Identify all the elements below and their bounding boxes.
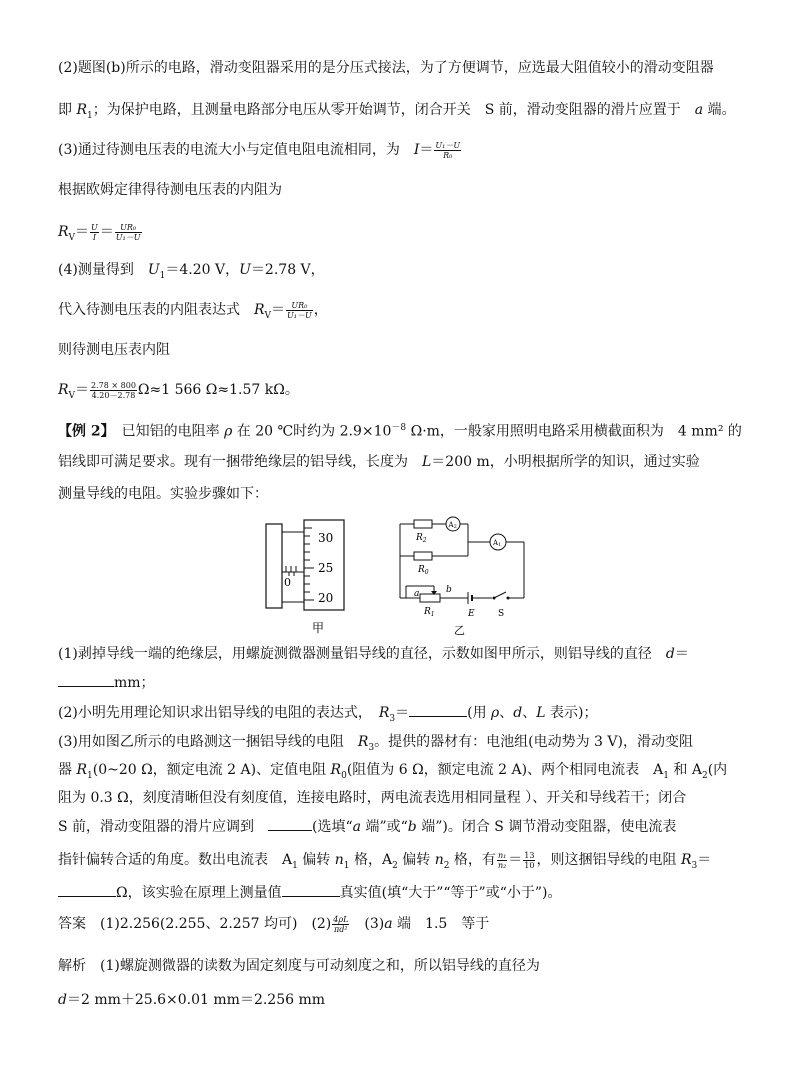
subscript: 2 — [701, 770, 708, 781]
numerator: UR₀ — [286, 301, 313, 311]
solution-line-5 — [58, 222, 143, 248]
answer-line — [58, 914, 489, 934]
symbol: R — [680, 852, 692, 868]
circuit-figure — [394, 512, 530, 636]
figure-caption-yi: 乙 — [454, 624, 465, 636]
text: 格，A — [349, 852, 393, 868]
text: (3)通过待测电压表的电流大小与定值电阻电流相同，为 — [58, 142, 414, 158]
text: 偏转 — [297, 852, 335, 868]
ammeter-a1-label: A1 — [493, 539, 502, 548]
numerator: 13 — [524, 850, 535, 860]
text: Ω·m，一般家用照明电路采用横截面积为 4 mm² 的 — [406, 423, 742, 440]
text: ；为保护电路，且测量电路部分电压从零开始调节，闭合开关 S 前，滑动变阻器的滑片应置于 — [92, 102, 695, 118]
text: (1)螺旋测微器的读数为固定刻度与可动刻度之和，所以铝导线的直径为 — [86, 958, 540, 974]
example-line-2 — [58, 452, 700, 472]
example-tag: 【例 2】 — [58, 423, 108, 440]
symbol: n — [434, 852, 444, 868]
subscript: 1 — [343, 860, 350, 871]
text: 则待测电压表内阻 — [58, 342, 170, 358]
question-3-line-6 — [58, 882, 561, 903]
resistor-r2 — [414, 520, 432, 528]
text: Ω，该实验在原理上测量值 — [116, 885, 282, 901]
text: 已知铝的电阻率 — [107, 423, 225, 440]
subscript: 3 — [691, 860, 698, 871]
text: ＝4.20 V， — [165, 262, 240, 278]
text: (选填“ — [312, 819, 353, 835]
fraction — [434, 141, 461, 160]
fraction — [90, 381, 137, 400]
symbol: a — [352, 819, 362, 835]
subscript: 3 — [389, 713, 396, 724]
numerator: 2.78 × 800 — [91, 380, 136, 390]
superscript: －8 — [391, 423, 407, 433]
denominator: n₂ — [497, 860, 507, 870]
denominator: 10 — [524, 860, 535, 870]
question-1-cont — [58, 672, 155, 693]
terminal-b-label: b — [446, 585, 452, 595]
text: ，则这捆铝导线的电阻 — [536, 852, 681, 868]
symbol: d — [665, 646, 675, 662]
subscript: 1 — [663, 770, 669, 781]
symbol: R — [378, 705, 390, 721]
text: 阻为 0.3 Ω，刻度清晰但没有刻度值，连接电路时，两电流表选用相同量程 ）、开关和导线若干；闭合 — [58, 790, 687, 806]
solution-line-2b — [58, 100, 736, 126]
symbol: a — [694, 102, 704, 118]
text: (阻值为 6 Ω，额定电流 2 A)、两个相同电流表 A — [346, 762, 664, 778]
symbol: R — [357, 734, 369, 750]
question-3-line-3 — [58, 788, 686, 808]
fraction — [523, 851, 535, 870]
question-3 — [58, 732, 693, 758]
symbol: I — [413, 142, 420, 158]
terminal-a-label: a — [414, 589, 420, 599]
r1-label: $R_1$ — [424, 607, 435, 618]
question-3-line-2 — [58, 760, 727, 786]
symbol: b — [407, 819, 417, 835]
fraction — [497, 851, 507, 870]
text: Ω≈1 566 Ω≈1.57 kΩ。 — [137, 382, 299, 398]
r0-label: $R_0$ — [418, 565, 429, 576]
symbol: d — [58, 992, 67, 1008]
sleeve-zero-label: 0 — [284, 576, 291, 589]
symbol: U — [239, 262, 251, 278]
answer-blank-r3-expression[interactable] — [409, 702, 467, 717]
symbol: U — [147, 262, 160, 278]
r2-label: $R_2$ — [416, 533, 427, 544]
numerator: UR₀ — [115, 223, 142, 233]
subscript: 3 — [368, 742, 375, 753]
text: 端”)。闭合 S 调节滑动变阻器，使电流表 — [416, 819, 677, 835]
text: 偏转 — [397, 852, 435, 868]
question-1 — [58, 644, 689, 664]
rheostat-r1 — [420, 594, 440, 602]
text: (2)题图(b)所示的电路，滑动变阻器采用的是分压式接法，为了方便调节，应选最大阻值较小的滑动变阻器 — [58, 60, 714, 76]
fraction — [90, 223, 99, 242]
text: ＝ — [75, 382, 90, 398]
subscript: V — [68, 390, 76, 401]
analysis-line-2 — [58, 990, 325, 1010]
text: (1)剥掉导线一端的绝缘层，用螺旋测微器测量铝导线的直径，示数如图甲所示，则铝导线的直径 — [58, 646, 666, 662]
anvil-frame — [266, 524, 282, 608]
text: mm； — [114, 675, 155, 691]
text: ＝ — [271, 302, 286, 318]
text: (3) — [350, 916, 385, 932]
subscript: 1 — [292, 860, 298, 871]
subscript: 0 — [341, 770, 347, 781]
question-3-line-5 — [58, 850, 711, 876]
symbol: a — [384, 916, 393, 932]
text: 和 A — [668, 762, 702, 778]
numerator: 4ρL — [333, 914, 349, 924]
text: ＝2.78 V， — [250, 262, 325, 278]
answer-blank-d[interactable] — [58, 672, 114, 687]
symbol: ρ — [491, 705, 500, 721]
denominator: 4.20－2.78 — [91, 390, 136, 400]
subscript: V — [68, 232, 76, 243]
figure-caption-jia: 甲 — [312, 621, 325, 635]
fraction — [332, 915, 349, 934]
micrometer-figure — [262, 518, 362, 638]
text: 铝线即可满足要求。现有一捆带绝缘层的铝导线，长度为 — [58, 454, 422, 470]
solution-line-6 — [58, 260, 325, 286]
subscript: V — [264, 310, 272, 321]
text: 指针偏转合适的角度。数出电流表 A — [58, 852, 293, 868]
symbol: ρ — [224, 423, 233, 440]
solution-line-9 — [58, 380, 299, 406]
text: ＝2 mm＋25.6×0.01 mm＝2.256 mm — [66, 992, 326, 1008]
text: (内 — [707, 762, 728, 778]
analysis-tag: 解析 — [58, 958, 86, 974]
text: 真实值(填“大于”“等于”或“小于”)。 — [339, 885, 562, 901]
fraction — [286, 301, 313, 320]
symbol: n — [334, 852, 344, 868]
text: 测量导线的电阻。实验步骤如下： — [58, 486, 268, 502]
numerator: U — [91, 222, 98, 232]
text: (4)测量得到 — [58, 262, 148, 278]
symbol: R — [76, 102, 87, 118]
sleeve — [282, 532, 304, 602]
text: ＝200 m，小明根据所学的知识，通过实验 — [431, 454, 700, 470]
subscript: 1 — [87, 110, 93, 121]
text: 代入待测电压表的内阻表达式 — [58, 302, 254, 318]
text: ＝ — [674, 646, 689, 662]
answer-blank-r3-value[interactable] — [58, 882, 116, 897]
denominator: πd² — [334, 924, 348, 934]
question-3-line-4 — [58, 816, 676, 837]
text: 在 20 ℃时约为 2.9×10 — [232, 423, 392, 440]
symbol: R — [330, 762, 342, 778]
text: 、 — [499, 705, 514, 721]
resistor-r0 — [414, 552, 432, 560]
text: 表示)； — [545, 705, 598, 721]
text: ＝ — [395, 705, 410, 721]
symbol: R — [58, 382, 69, 398]
text: (用 — [467, 705, 492, 721]
answer-tag: 答案 — [58, 916, 86, 932]
text: (1)2.256(2.255、2.257 均可) (2) — [86, 916, 332, 932]
text: (2)小明先用理论知识求出铝导线的电阻的表达式， — [58, 705, 379, 721]
question-2 — [58, 702, 597, 729]
text: 端”或“ — [361, 819, 408, 835]
symbol: R — [76, 762, 87, 778]
text: (3)用如图乙所示的电路测这一捆铝导线的电阻 — [58, 734, 358, 750]
denominator: U₁－U — [115, 232, 141, 242]
text: 端。 — [703, 102, 736, 118]
text: ＝ — [75, 224, 90, 240]
numerator: n₁ — [497, 850, 507, 860]
text: ， — [313, 302, 328, 318]
denominator: U₁－U — [287, 310, 312, 320]
denominator: R₀ — [443, 150, 453, 160]
text: 器 — [58, 762, 77, 778]
text: 端 1.5 等于 — [392, 916, 490, 932]
text: ＝ — [508, 852, 523, 868]
solution-line-4 — [58, 180, 282, 200]
thimble-label-30: 30 — [318, 531, 334, 545]
text: 格，有 — [449, 852, 496, 868]
example-line-3 — [58, 484, 268, 504]
answer-blank-slider-end[interactable] — [268, 816, 312, 831]
thimble-label-20: 20 — [318, 591, 334, 605]
text: 根据欧姆定律得待测电压表的内阻为 — [58, 182, 282, 198]
text: ＝ — [419, 142, 434, 158]
subscript: 2 — [392, 860, 398, 871]
analysis-line-1 — [58, 956, 540, 976]
micrometer-diagram — [262, 518, 362, 638]
text: ＝ — [99, 224, 114, 240]
text: 即 — [58, 102, 77, 118]
battery-label: E — [468, 609, 475, 619]
text: 。提供的器材有：电池组(电动势为 3 V)，滑动变阻 — [374, 734, 693, 750]
thimble-label-25: 25 — [318, 561, 334, 575]
example-line-1 — [58, 418, 742, 442]
subscript: 1 — [159, 270, 166, 281]
switch-lever — [494, 592, 506, 598]
symbol: L — [422, 454, 432, 470]
text: ＝ — [697, 852, 712, 868]
solution-line-2 — [58, 58, 714, 78]
symbol: R — [254, 302, 265, 318]
ammeter-a2-label: A2 — [448, 521, 457, 530]
solution-line-3 — [58, 140, 462, 160]
fraction — [115, 223, 142, 242]
subscript: 2 — [443, 860, 450, 871]
text: 、 — [522, 705, 537, 721]
subscript: 1 — [87, 770, 93, 781]
numerator: U₁－U — [435, 140, 461, 150]
solution-line-7 — [58, 300, 328, 326]
solution-line-8 — [58, 340, 170, 360]
denominator: I — [92, 232, 96, 242]
circuit-diagram — [394, 512, 530, 636]
symbol: L — [536, 705, 546, 721]
text: S 前，滑动变阻器的滑片应调到 — [58, 819, 269, 835]
text: (0~20 Ω，额定电流 2 A)、定值电阻 — [92, 762, 331, 778]
symbol: R — [58, 224, 69, 240]
symbol: d — [513, 705, 523, 721]
switch-label: S — [498, 609, 505, 619]
answer-blank-comparison[interactable] — [282, 882, 340, 897]
